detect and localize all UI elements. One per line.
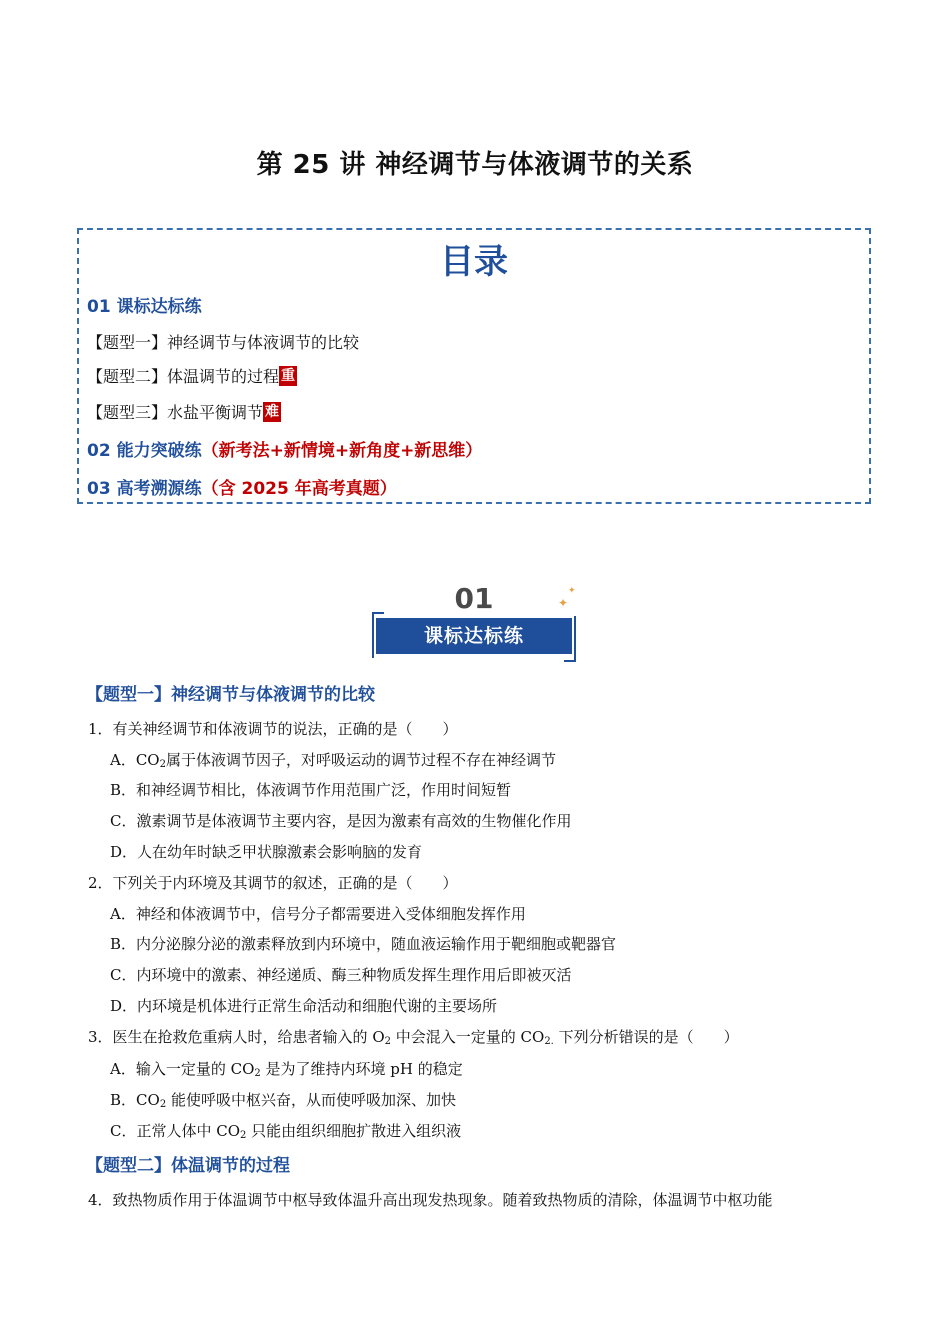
question-3-option-c[interactable]: [110, 1120, 461, 1141]
toc-item-type-2[interactable]: [87, 364, 297, 387]
sparkle-icon: ✦: [558, 596, 569, 610]
question-1: 1．有关神经调节和体液调节的说法，正确的是（ ）: [88, 720, 458, 738]
question-text: 中会混入一定量的 CO: [391, 1028, 545, 1046]
option-text: B．CO: [110, 1091, 160, 1109]
sparkle-small-icon: ✦: [568, 586, 576, 596]
subscript: 2: [254, 1068, 261, 1079]
toc-section-2-note: （新考法+新情境+新角度+新思维）: [201, 441, 483, 461]
toc-item-type-3[interactable]: [87, 400, 281, 423]
subscript: 2: [159, 759, 166, 770]
toc-item-type-3-label: 【题型三】水盐平衡调节: [87, 403, 264, 422]
subscript: 2: [240, 1130, 247, 1141]
option-text: 属于体液调节因子，对呼吸运动的调节过程不存在神经调节: [165, 751, 556, 769]
question-3-option-a[interactable]: [110, 1058, 463, 1079]
toc-section-1[interactable]: 01 课标达标练: [87, 297, 202, 317]
toc-section-3[interactable]: [87, 474, 397, 499]
toc-section-2[interactable]: [87, 436, 482, 461]
question-1-option-d[interactable]: D．人在幼年时缺乏甲状腺激素会影响脑的发育: [110, 843, 423, 861]
question-4: 4．致热物质作用于体温调节中枢导致体温升高出现发热现象。随着致热物质的清除，体温调节中枢功能: [88, 1191, 773, 1209]
question-3-option-b[interactable]: [110, 1089, 456, 1110]
option-text: 能使呼吸中枢兴奋，从而使呼吸加深、加快: [166, 1091, 456, 1109]
toc-section-3-note: （含 2025 年高考真题）: [201, 479, 397, 499]
question-2-option-a[interactable]: A．神经和体液调节中，信号分子都需要进入受体细胞发挥作用: [110, 905, 526, 923]
page-title: 第 25 讲 神经调节与体液调节的关系: [256, 150, 694, 180]
question-2-option-d[interactable]: D．内环境是机体进行正常生命活动和细胞代谢的主要场所: [110, 997, 498, 1015]
subscript: 2.: [544, 1036, 554, 1047]
question-type-1-heading: 【题型一】神经调节与体液调节的比较: [86, 685, 375, 705]
question-2: 2．下列关于内环境及其调节的叙述，正确的是（ ）: [88, 874, 458, 892]
toc-section-3-label: 03 高考溯源练: [87, 479, 202, 499]
toc-heading: 目录: [440, 242, 508, 282]
question-1-option-b[interactable]: B．和神经调节相比，体液调节作用范围广泛，作用时间短暂: [110, 781, 512, 799]
option-text: 是为了维持内环境 pH 的稳定: [260, 1060, 463, 1078]
question-1-option-a[interactable]: [110, 749, 556, 770]
question-1-option-c[interactable]: C．激素调节是体液调节主要内容，是因为激素有高效的生物催化作用: [110, 812, 572, 830]
option-text: A．CO: [110, 751, 160, 769]
question-type-2-heading: 【题型二】体温调节的过程: [86, 1156, 290, 1176]
question-text: 下列分析错误的是（ ）: [553, 1028, 739, 1046]
subscript: 2: [384, 1036, 391, 1047]
subscript: 2: [159, 1099, 167, 1110]
toc-item-type-2-label: 【题型二】体温调节的过程: [87, 367, 280, 386]
toc-item-type-1[interactable]: 【题型一】神经调节与体液调节的比较: [87, 333, 360, 352]
section-banner: [372, 582, 580, 662]
table-of-contents: [77, 228, 871, 504]
option-text: A．输入一定量的 CO: [110, 1060, 255, 1078]
question-2-option-c[interactable]: C．内环境中的激素、神经递质、酶三种物质发挥生理作用后即被灭活: [110, 966, 572, 984]
question-2-option-b[interactable]: B．内分泌腺分泌的激素释放到内环境中，随血液运输作用于靶细胞或靶器官: [110, 935, 617, 953]
difficult-tag: 难: [265, 404, 280, 420]
banner-label: 课标达标练: [376, 618, 572, 654]
banner-number: 01: [454, 582, 494, 615]
important-tag: 重: [281, 368, 296, 384]
question-3: [88, 1026, 739, 1047]
option-text: 只能由组织细胞扩散进入组织液: [246, 1122, 462, 1140]
toc-section-2-label: 02 能力突破练: [87, 441, 202, 461]
question-text: 3．医生在抢救危重病人时，给患者输入的 O: [88, 1028, 385, 1046]
option-text: C．正常人体中 CO: [110, 1122, 241, 1140]
